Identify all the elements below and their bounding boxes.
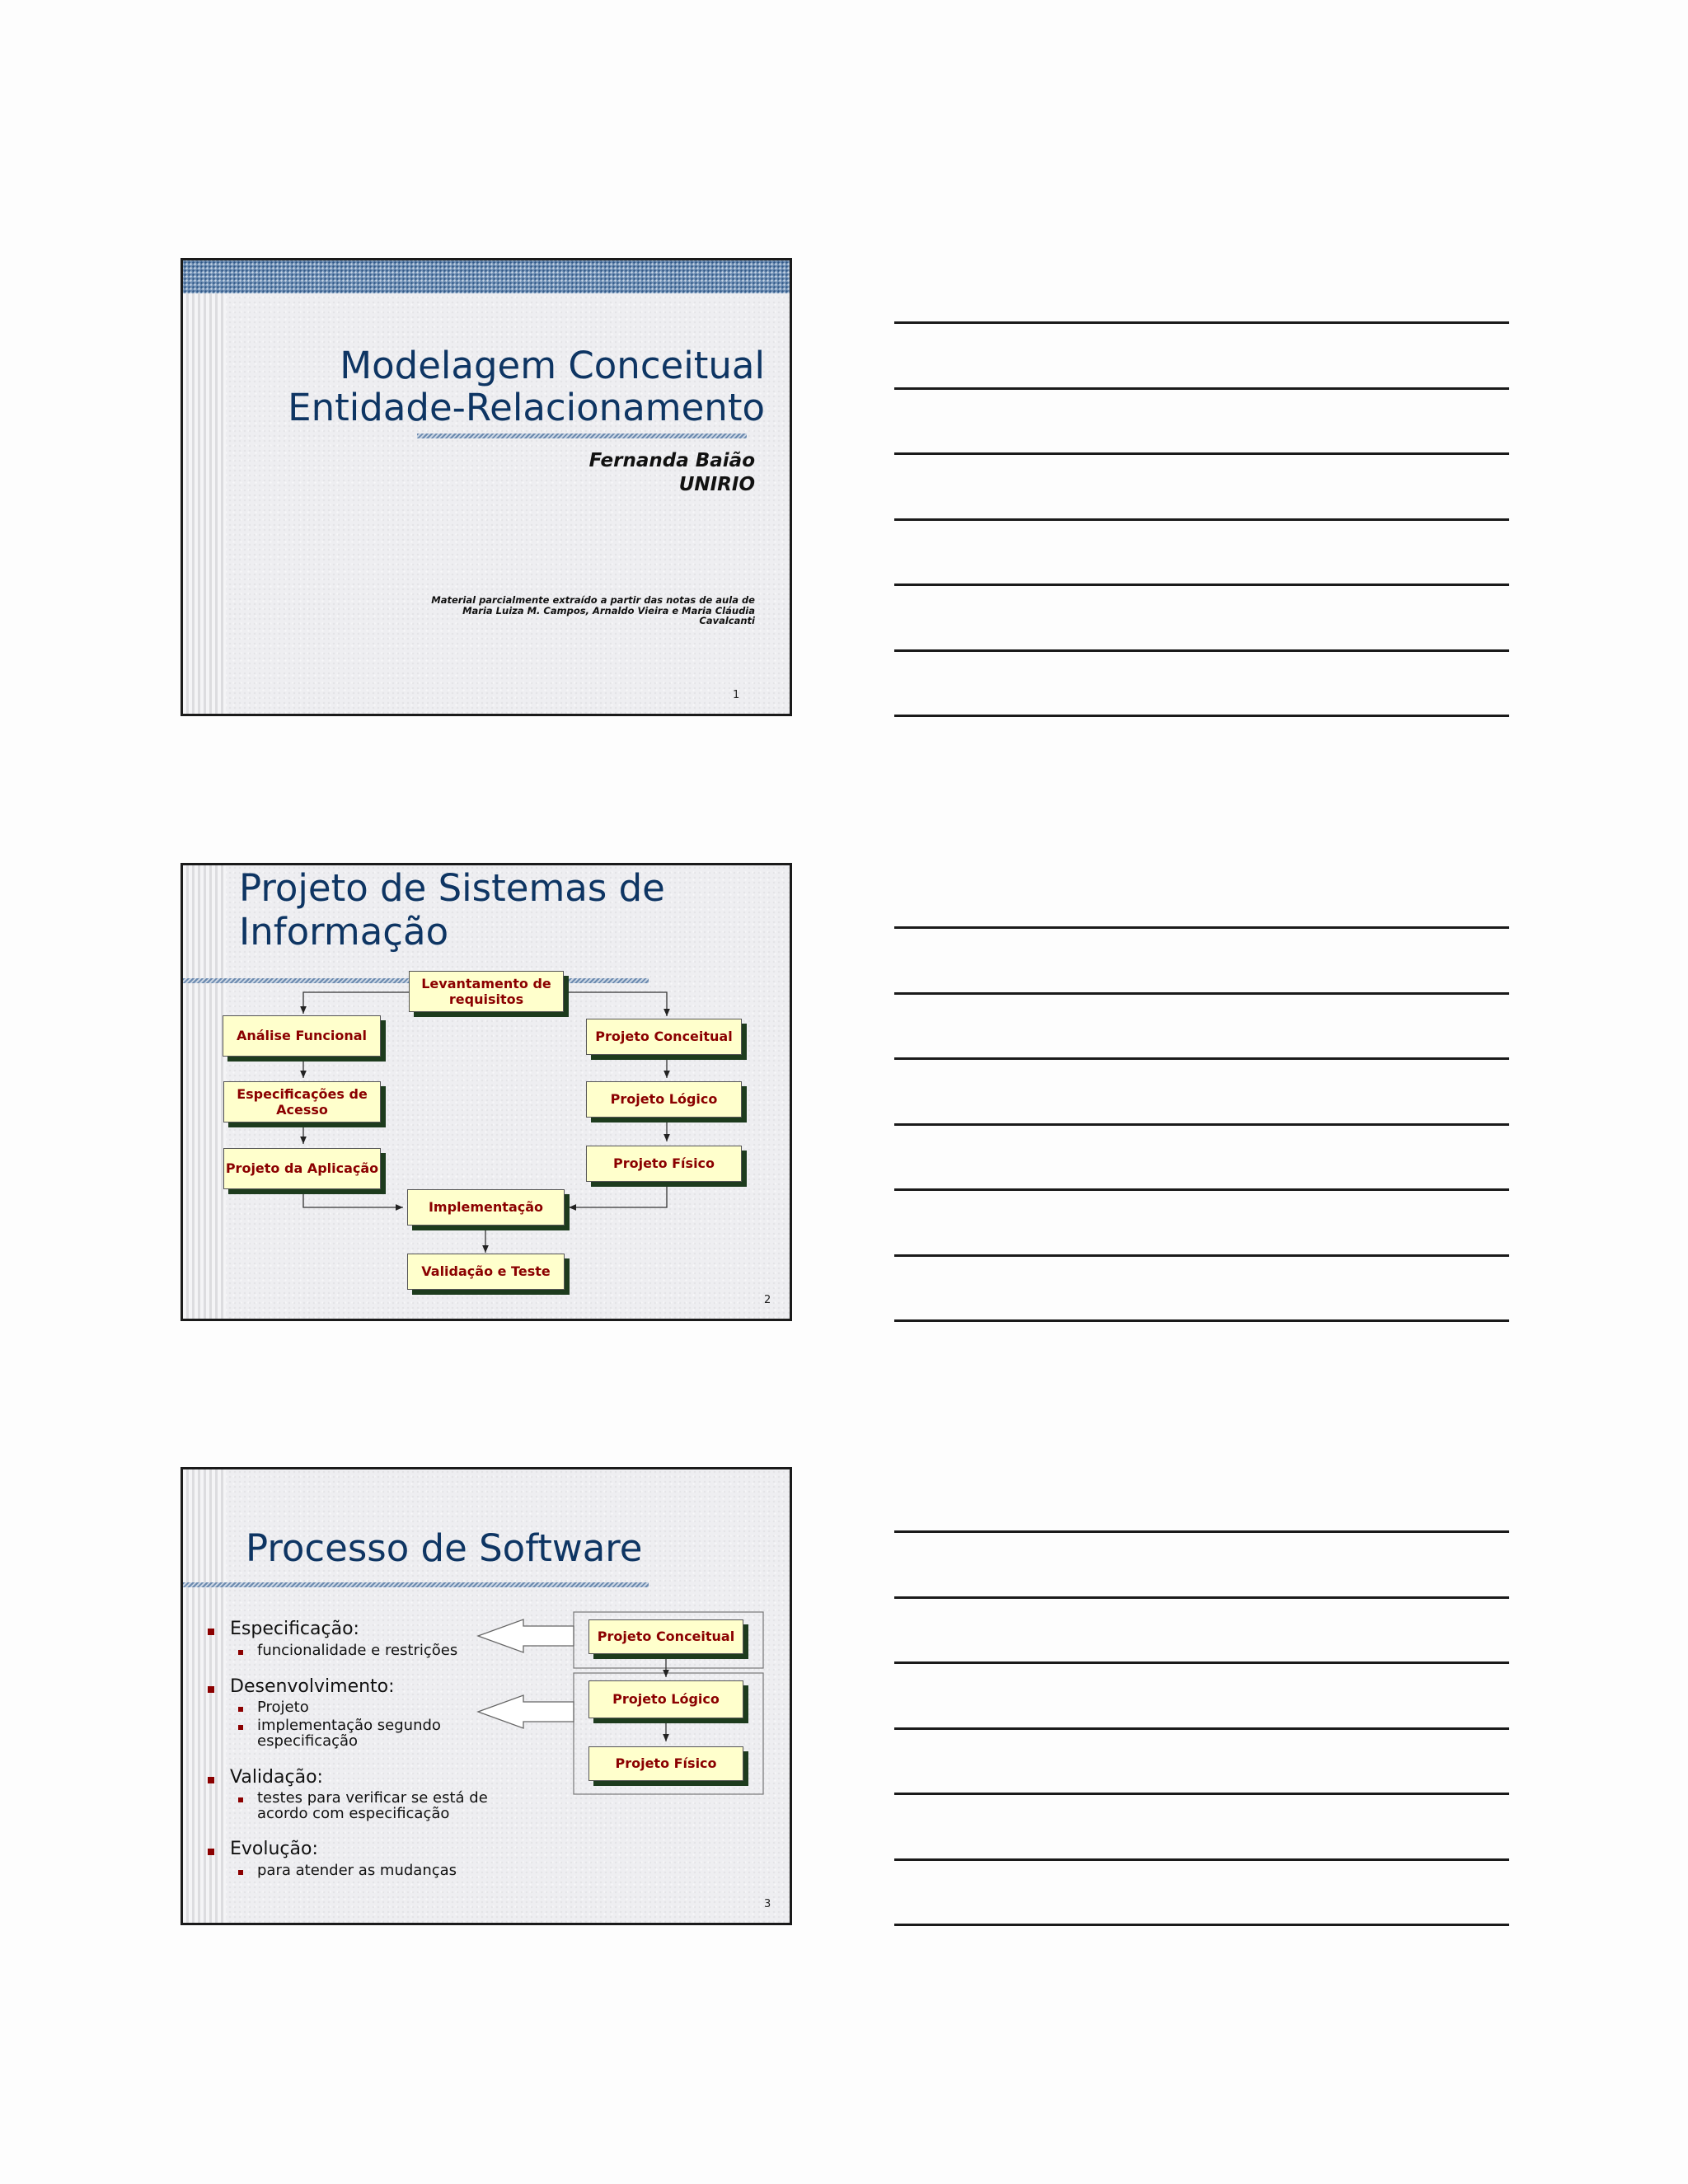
title-rule: [417, 434, 747, 438]
note-line: [894, 1924, 1509, 1926]
note-line: [894, 1793, 1509, 1795]
title-line-1: Modelagem Conceitual: [340, 344, 765, 387]
sub-bullet: para atender as mudanças: [257, 1862, 457, 1879]
note-line: [894, 1596, 1509, 1599]
slide-2: [181, 863, 792, 1321]
title-line-2: Informação: [239, 910, 449, 954]
box-projeto-conceitual: Projeto Conceitual: [588, 1619, 743, 1654]
note-line: [894, 1188, 1509, 1191]
box-projeto-aplicacao: Projeto da Aplicação: [223, 1148, 381, 1189]
slide-1: [181, 258, 792, 716]
author-block: [589, 449, 755, 498]
title-line-2: Entidade-Relacionamento: [288, 386, 765, 430]
note-line: [894, 321, 1509, 324]
note-line: [894, 1057, 1509, 1060]
note-line: [894, 387, 1509, 390]
sub-bullet: implementação segundo especificação: [257, 1717, 441, 1750]
bullet-validacao: Validação:: [230, 1767, 323, 1788]
note-line: [894, 1661, 1509, 1664]
title-line-1: Projeto de Sistemas de: [239, 866, 665, 910]
sub-bullet: testes para verificar se está de acordo com especificação: [257, 1789, 488, 1822]
note-line: [894, 715, 1509, 717]
note-line: [894, 992, 1509, 995]
author-name: Fernanda Baião: [588, 450, 755, 471]
credit-line-2: Maria Luiza M. Campos, Arnaldo Vieira e Maria Cláudia: [462, 604, 755, 616]
note-line: [894, 518, 1509, 521]
note-line: [894, 926, 1509, 929]
box-projeto-fisico: Projeto Físico: [586, 1146, 742, 1182]
box-validacao-teste: Validação e Teste: [407, 1254, 565, 1290]
bullet-evolucao: Evolução:: [230, 1839, 318, 1859]
note-line: [894, 649, 1509, 652]
bullet-desenvolvimento: Desenvolvimento:: [230, 1676, 395, 1697]
slide-title: [288, 344, 765, 429]
slide-number: 1: [733, 689, 740, 701]
sub-bullet: funcionalidade e restrições: [257, 1642, 458, 1659]
slide-number: 2: [764, 1294, 771, 1306]
note-line: [894, 1254, 1509, 1257]
note-line: [894, 1123, 1509, 1126]
slide-title: Processo de Software: [246, 1526, 643, 1570]
note-line: [894, 1858, 1509, 1861]
slide-side-stripe: [183, 260, 226, 714]
slide-top-bar: [183, 260, 790, 293]
note-line: [894, 1319, 1509, 1322]
note-line: [894, 452, 1509, 455]
box-implementacao: Implementação: [407, 1189, 565, 1226]
slide-3: [181, 1467, 792, 1925]
box-projeto-conceitual: Projeto Conceitual: [586, 1019, 742, 1055]
box-projeto-logico: Projeto Lógico: [588, 1680, 743, 1718]
credit-note: [431, 595, 755, 626]
institution: UNIRIO: [678, 474, 755, 496]
note-line: [894, 1530, 1509, 1533]
box-especificacoes-acesso: Especificações de Acesso: [223, 1081, 381, 1122]
box-analise-funcional: Análise Funcional: [223, 1015, 381, 1057]
sub-bullet: Projeto: [257, 1699, 309, 1716]
note-line: [894, 1727, 1509, 1730]
box-projeto-logico: Projeto Lógico: [586, 1081, 742, 1118]
box-levantamento-requisitos: Levantamento de requisitos: [409, 971, 564, 1012]
credit-line-1: Material parcialmente extraído a partir das notas de aula de: [431, 594, 755, 606]
box-projeto-fisico: Projeto Físico: [588, 1746, 743, 1781]
credit-line-3: Cavalcanti: [699, 615, 755, 627]
bullet-especificacao: Especificação:: [230, 1619, 359, 1639]
note-line: [894, 583, 1509, 586]
slide-number: 3: [764, 1898, 771, 1910]
